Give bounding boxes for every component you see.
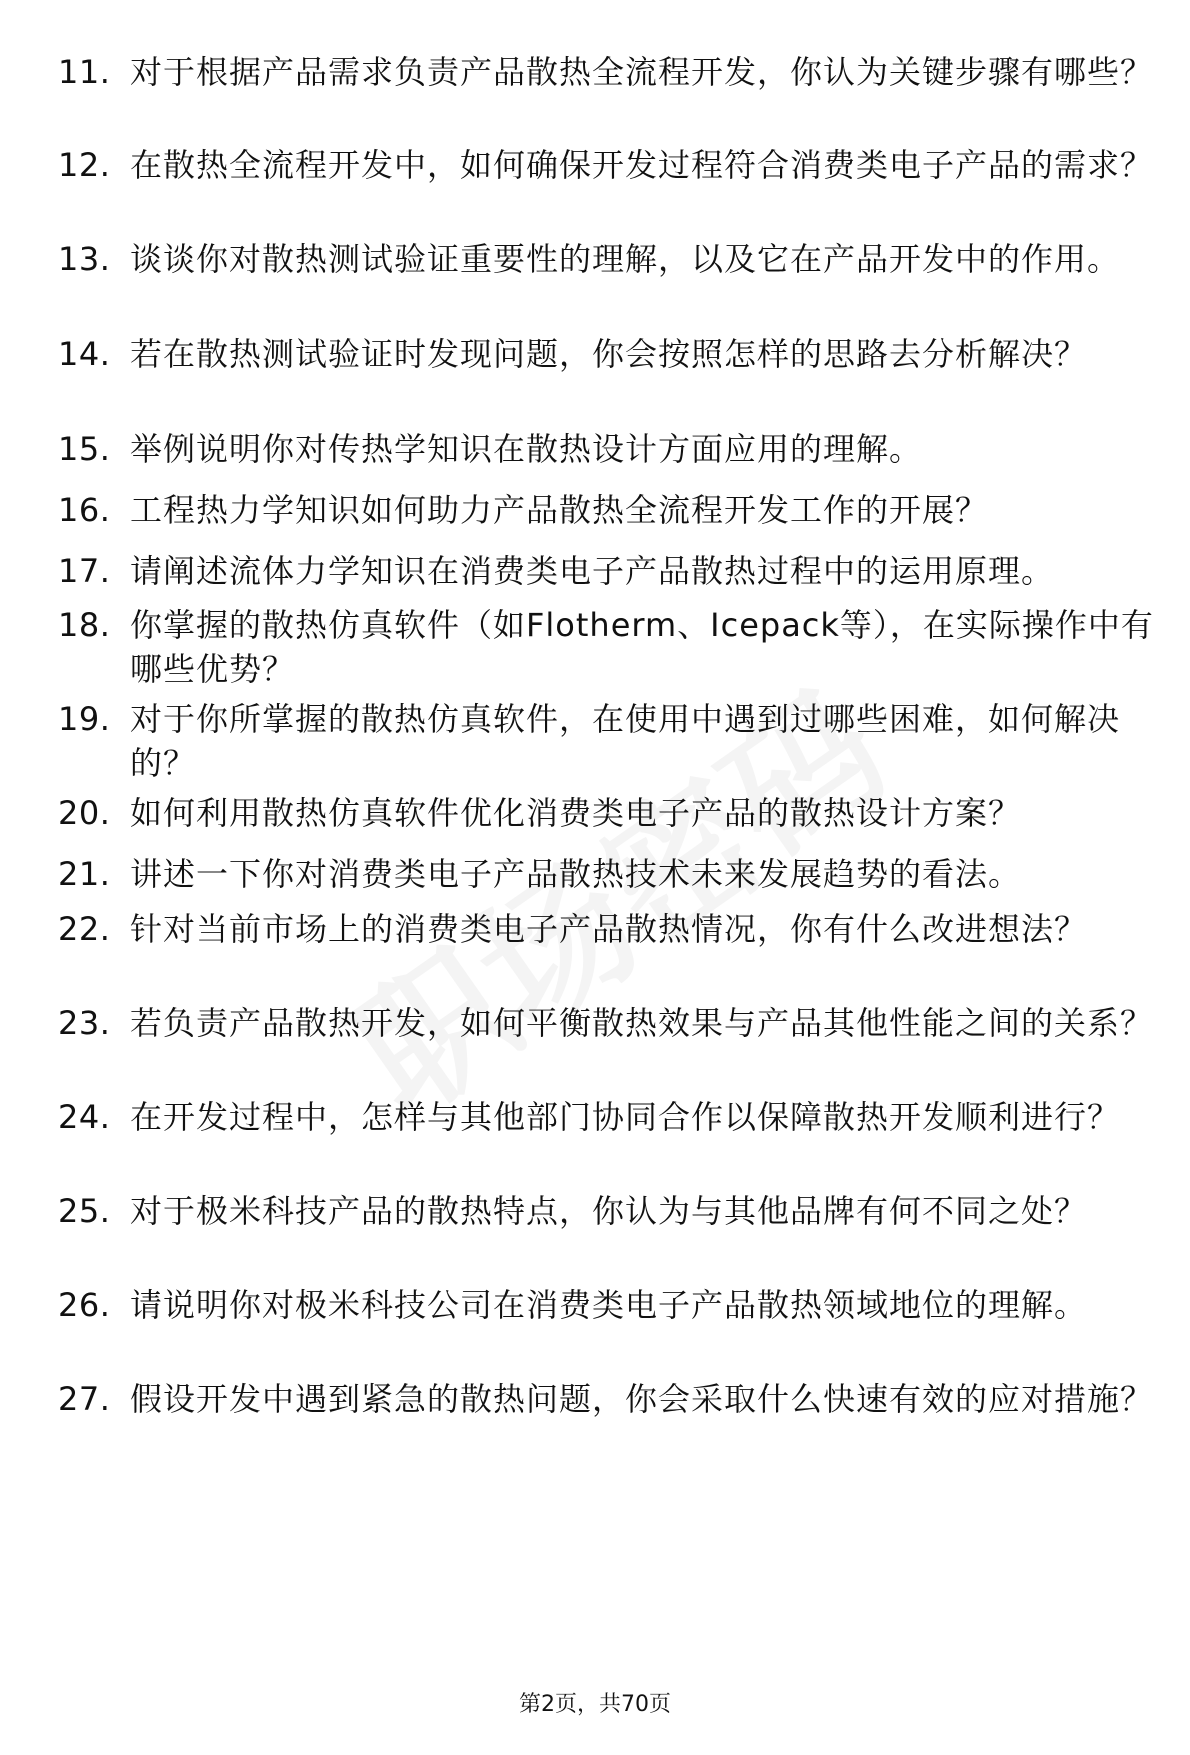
question-text: 对于你所掌握的散热仿真软件，在使用中遇到过哪些困难，如何解决的？	[130, 700, 1121, 782]
question-number: 22.	[58, 910, 111, 948]
question-text: 对于根据产品需求负责产品散热全流程开发，你认为关键步骤有哪些？	[130, 53, 1154, 91]
question-number: 24.	[58, 1098, 111, 1136]
question-number: 12.	[58, 146, 111, 184]
question-text: 请说明你对极米科技公司在消费类电子产品散热领域地位的理解。	[130, 1286, 1088, 1324]
question-text: 工程热力学知识如何助力产品散热全流程开发工作的开展？	[130, 491, 989, 529]
question-number: 18.	[58, 606, 111, 644]
question-text: 假设开发中遇到紧急的散热问题，你会采取什么快速有效的应对措施？	[130, 1380, 1154, 1418]
question-number: 14.	[58, 335, 111, 373]
question-text: 针对当前市场上的消费类电子产品散热情况，你有什么改进想法？	[130, 910, 1088, 948]
question-number: 16.	[58, 491, 111, 529]
question-number: 23.	[58, 1004, 111, 1042]
question-text: 请阐述流体力学知识在消费类电子产品散热过程中的运用原理。	[130, 552, 1055, 590]
question-number: 27.	[58, 1380, 111, 1418]
question-number: 26.	[58, 1286, 111, 1324]
question-number: 11.	[58, 53, 111, 91]
question-number: 15.	[58, 430, 111, 468]
question-text: 在开发过程中，怎样与其他部门协同合作以保障散热开发顺利进行？	[130, 1098, 1121, 1136]
question-text: 若负责产品散热开发，如何平衡散热效果与产品其他性能之间的关系？	[130, 1004, 1154, 1042]
question-text: 举例说明你对传热学知识在散热设计方面应用的理解。	[130, 430, 923, 468]
question-text: 对于极米科技产品的散热特点，你认为与其他品牌有何不同之处？	[130, 1192, 1088, 1230]
page-footer	[0, 1690, 1190, 1720]
question-number: 17.	[58, 552, 111, 590]
question-number: 25.	[58, 1192, 111, 1230]
question-number: 19.	[58, 700, 111, 738]
question-text: 如何利用散热仿真软件优化消费类电子产品的散热设计方案？	[130, 794, 1022, 832]
question-text: 谈谈你对散热测试验证重要性的理解，以及它在产品开发中的作用。	[130, 240, 1121, 278]
question-text: 你掌握的散热仿真软件（如Flotherm、Icepack等），在实际操作中有哪些优势？	[130, 606, 1154, 688]
page-number-label: 第2页，共70页	[519, 1692, 671, 1717]
question-text: 讲述一下你对消费类电子产品散热技术未来发展趋势的看法。	[130, 855, 1022, 893]
question-number: 20.	[58, 794, 111, 832]
question-text: 在散热全流程开发中，如何确保开发过程符合消费类电子产品的需求？	[130, 146, 1154, 184]
question-text: 若在散热测试验证时发现问题，你会按照怎样的思路去分析解决？	[130, 335, 1088, 373]
question-number: 13.	[58, 240, 111, 278]
question-number: 21.	[58, 855, 111, 893]
